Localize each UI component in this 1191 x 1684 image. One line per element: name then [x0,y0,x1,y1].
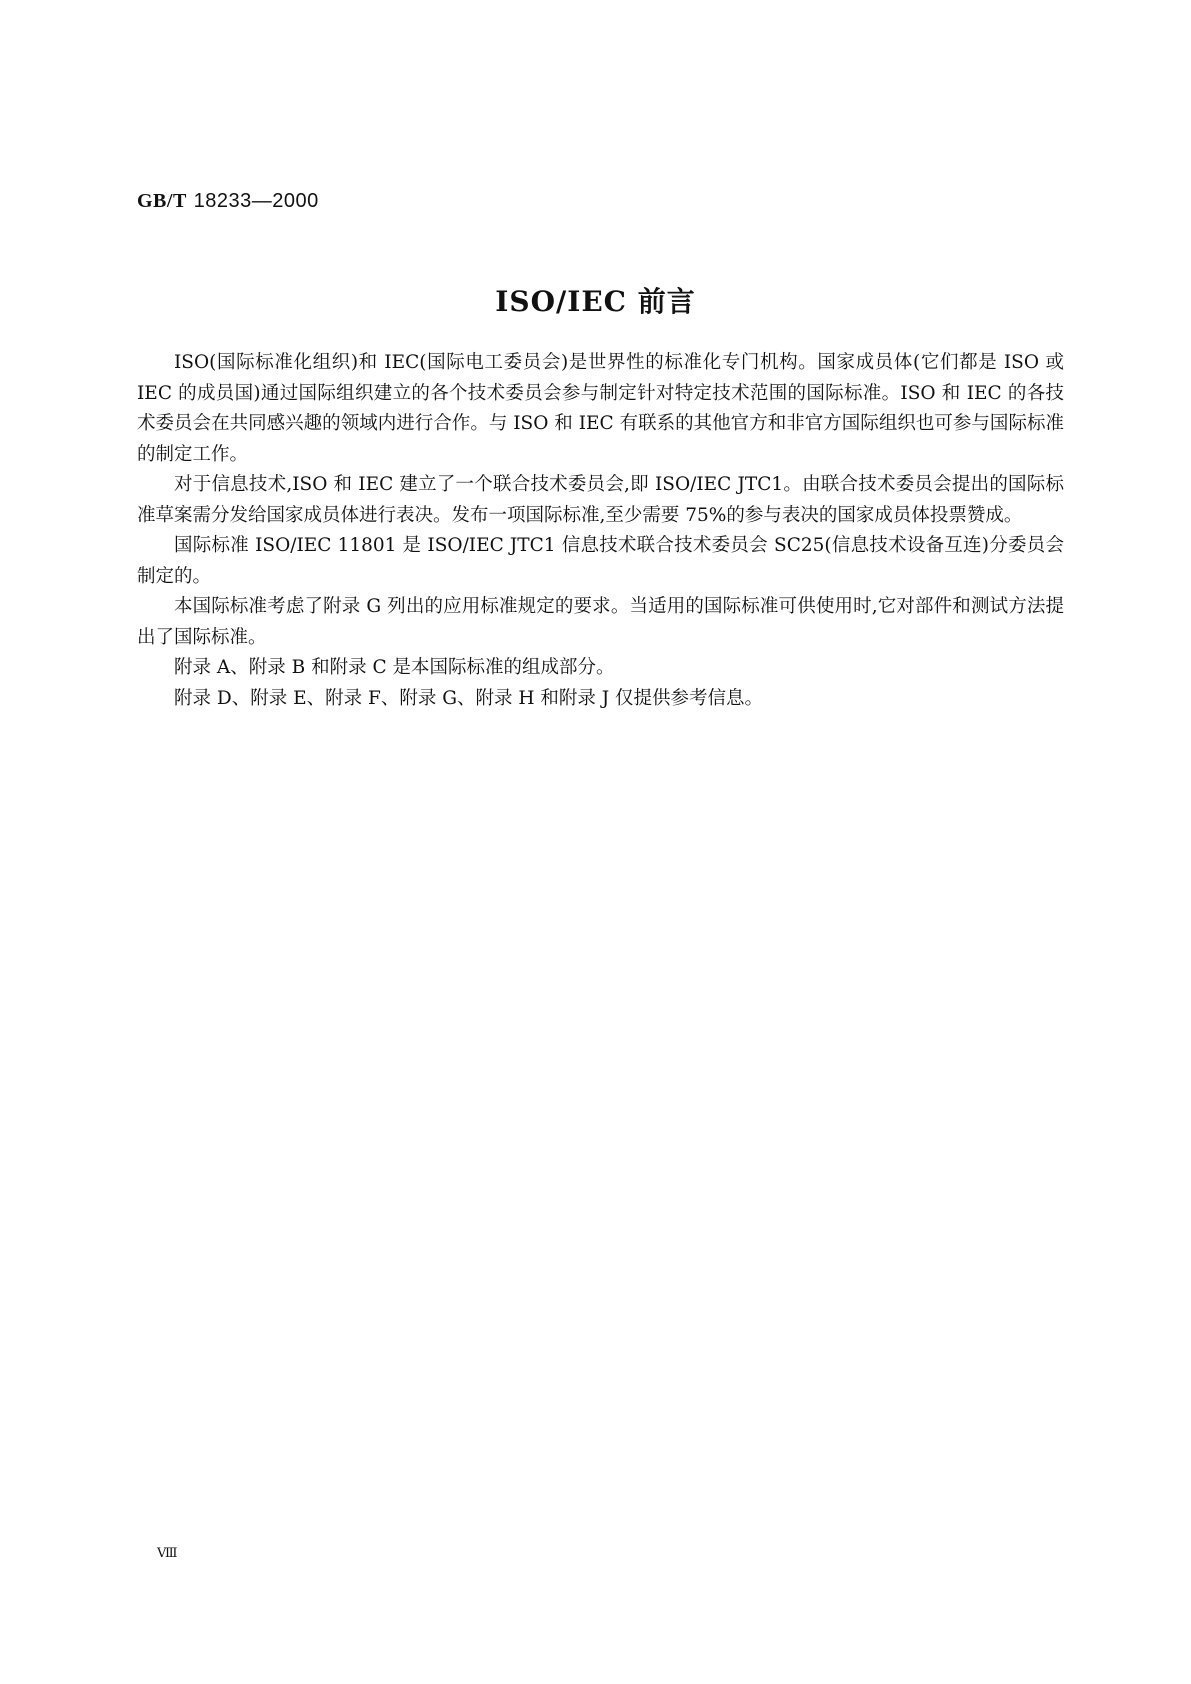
paragraph: 本国际标准考虑了附录 G 列出的应用标准规定的要求。当适用的国际标准可供使用时,它对部件和测试方法提出了国际标准。 [137,596,1064,648]
paragraph: 国际标准 ISO/IEC 11801 是 ISO/IEC JTC1 信息技术联合技术委员会 SC25(信息技术设备互连)分委员会制定的。 [137,535,1064,587]
paragraph: 附录 D、附录 E、附录 F、附录 G、附录 H 和附录 J 仅提供参考信息。 [174,687,764,709]
page-title: ISO/IEC 前言 [495,285,696,318]
paragraph: 对于信息技术,ISO 和 IEC 建立了一个联合技术委员会,即 ISO/IEC JTC1。由联合技术委员会提出的国际标准草案需分发给国家成员体进行表决。发布一项国际标准,至少需要 75%的参与表决的国家成员体投票赞成。 [137,474,1064,526]
standard-prefix: GB/T [137,190,187,212]
standard-number: 18233—2000 [193,190,319,212]
paragraph: 附录 A、附录 B 和附录 C 是本国际标准的组成部分。 [174,657,615,678]
body-text [137,348,1064,714]
standard-header [137,188,319,213]
paragraph: ISO(国际标准化组织)和 IEC(国际电工委员会)是世界性的标准化专门机构。国家成员体(它们都是 ISO 或 IEC 的成员国)通过国际组织建立的各个技术委员会参与制定针对特定技术范围的国际标准。ISO 和 IEC 的各技术委员会在共同感兴趣的领域内进行合作。与 ISO 和 IEC 有联系的其他官方和非官方国际组织也可参与国际标准的制定工作。 [137,352,1064,465]
page-number: Ⅷ [157,1546,178,1561]
